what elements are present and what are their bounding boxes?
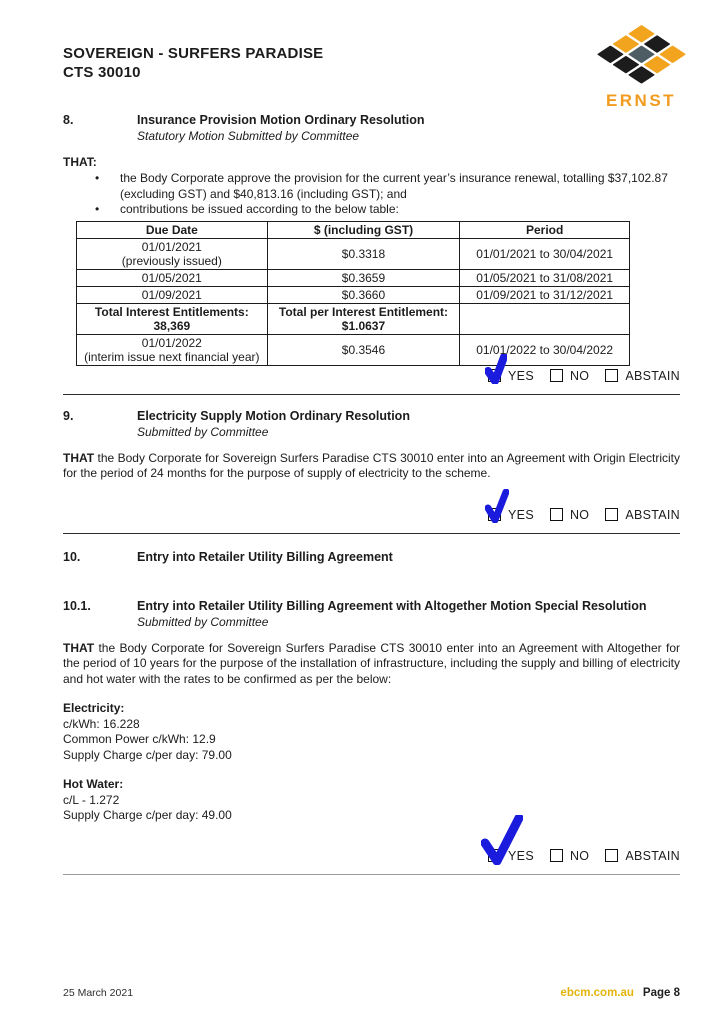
s9-abstain-checkbox[interactable] — [605, 508, 618, 521]
table-cell: 01/01/2021 (previously issued) — [77, 238, 268, 269]
hot-water-label: Hot Water: — [63, 777, 124, 791]
s8-no-checkbox[interactable] — [550, 369, 563, 382]
table-cell: $0.3660 — [267, 286, 460, 303]
section-10-title: Entry into Retailer Utility Billing Agreement — [137, 549, 393, 564]
s10-yes-checkbox[interactable] — [488, 849, 501, 862]
section-10-1-number: 10.1. — [63, 598, 91, 613]
s8-abstain-label: ABSTAIN — [625, 368, 680, 383]
section-divider — [63, 394, 680, 395]
page-header — [63, 0, 680, 110]
section-9-body-text: the Body Corporate for Sovereign Surfers Paradise CTS 30010 enter into an Agreement with Origin Electricity for the period of 24 months for the purpose of supply of electricity to the scheme. — [63, 450, 681, 480]
rate-line: c/kWh: 16.228 — [63, 716, 140, 731]
insurance-table-head-row — [77, 221, 630, 238]
electricity-rates — [63, 701, 680, 763]
vote-row-section-9 — [63, 508, 680, 522]
section-9-subtitle: Submitted by Committee — [137, 424, 269, 439]
s10-hotwater-lines — [63, 793, 680, 824]
that-word: THAT — [63, 450, 95, 465]
table-row — [77, 238, 630, 269]
section-10-1-subtitle: Submitted by Committee — [137, 614, 269, 629]
table-cell: 01/05/2021 — [77, 269, 268, 286]
table-row — [77, 334, 630, 365]
document-title-line1: SOVEREIGN - SURFERS PARADISE — [63, 45, 324, 62]
section-10-1 — [63, 598, 680, 875]
s8-bullet-list — [63, 171, 680, 218]
rate-line: Supply Charge c/per day: 49.00 — [63, 808, 232, 822]
table-cell: 01/01/2021 to 30/04/2021 — [460, 238, 630, 269]
s9-no-checkbox[interactable] — [550, 508, 563, 521]
table-cell: $0.3318 — [267, 238, 460, 269]
table-cell: 01/09/2021 — [77, 286, 268, 303]
s10-yes-label: YES — [508, 848, 534, 863]
s10-no-checkbox[interactable] — [550, 849, 563, 862]
ernst-logo-text: ERNST — [605, 91, 677, 110]
table-row — [77, 303, 630, 334]
s9-yes-checkmark-ink — [485, 489, 509, 523]
table-cell — [460, 303, 630, 334]
rate-line: Supply Charge c/per day: 79.00 — [63, 747, 232, 762]
section-8-that-label: THAT: — [63, 155, 97, 169]
insurance-table-body — [77, 238, 630, 365]
page-footer — [63, 987, 680, 999]
table-cell: 01/09/2021 to 31/12/2021 — [460, 286, 630, 303]
rate-line: c/L - 1.272 — [63, 792, 120, 807]
bullet-item: • the Body Corporate approve the provision for the current year’s insurance renewal, totalling $37,102.87 (excluding GST) and $40,813.16 (including GST); and — [95, 171, 668, 201]
table-row — [77, 269, 630, 286]
s9-yes-checkbox[interactable] — [488, 508, 501, 521]
vote-row-section-10-1 — [63, 849, 680, 863]
footer-page-number: Page 8 — [642, 987, 680, 999]
section-10-number: 10. — [63, 549, 81, 564]
table-cell: $0.3546 — [267, 334, 460, 365]
that-word: THAT — [63, 640, 95, 655]
vote-row-section-8 — [63, 369, 680, 383]
table-header-cell: Period — [460, 221, 630, 238]
ernst-logo-diamond-icon — [586, 36, 696, 73]
table-cell: Total Interest Entitlements: 38,369 — [77, 303, 268, 334]
section-8 — [63, 112, 680, 395]
s9-abstain-label: ABSTAIN — [625, 507, 680, 522]
electricity-label: Electricity: — [63, 701, 125, 715]
section-9-number: 9. — [63, 408, 74, 423]
section-9-paragraph — [63, 451, 680, 482]
section-10 — [63, 549, 680, 565]
s9-no-label: NO — [569, 507, 590, 522]
table-cell: Total per Interest Entitlement: $1.0637 — [267, 303, 460, 334]
table-cell: 01/05/2021 to 31/08/2021 — [460, 269, 630, 286]
s8-abstain-checkbox[interactable] — [605, 369, 618, 382]
section-10-1-title: Entry into Retailer Utility Billing Agreement with Altogether Motion Special Resolution — [137, 598, 647, 613]
document-title-line2: CTS 30010 — [63, 64, 141, 81]
section-divider-light — [63, 874, 680, 875]
section-8-subtitle: Statutory Motion Submitted by Committee — [137, 129, 360, 143]
s10-abstain-checkbox[interactable] — [605, 849, 618, 862]
footer-date: 25 March 2021 — [63, 987, 134, 999]
section-8-title: Insurance Provision Motion Ordinary Resolution — [137, 113, 425, 127]
section-9 — [63, 408, 680, 534]
s10-abstain-label: ABSTAIN — [625, 848, 680, 863]
table-cell: $0.3659 — [267, 269, 460, 286]
section-10-1-body-text: the Body Corporate for Sovereign Surfers Paradise CTS 30010 enter into an Agreement with Altogether for the period of 10 years for the purpose of the installation of infrastructure, including the supply and billing of electricity and hot water with the rates to be confirmed as per the below: — [63, 640, 680, 686]
table-header-cell: $ (including GST) — [267, 221, 460, 238]
hot-water-rates — [63, 777, 680, 824]
table-header-cell: Due Date — [77, 221, 268, 238]
bullet-item: • contributions be issued according to the below table: — [95, 202, 399, 216]
table-cell: 01/01/2022 (interim issue next financial year) — [77, 334, 268, 365]
s8-yes-label: YES — [508, 368, 534, 383]
s10-no-label: NO — [569, 848, 590, 863]
section-divider — [63, 533, 680, 534]
table-cell: 01/01/2022 to 30/04/2022 — [460, 334, 630, 365]
s8-yes-checkbox[interactable] — [488, 369, 501, 382]
section-8-number: 8. — [63, 113, 74, 127]
s9-yes-label: YES — [508, 507, 534, 522]
s10-electricity-lines — [63, 717, 680, 764]
rate-line: Common Power c/kWh: 12.9 — [63, 732, 216, 746]
ernst-logo — [586, 26, 696, 111]
s8-no-label: NO — [569, 368, 590, 383]
section-10-1-paragraph — [63, 641, 680, 688]
table-row — [77, 286, 630, 303]
footer-website-link[interactable]: ebcm.com.au — [560, 987, 634, 999]
insurance-table — [76, 221, 630, 366]
section-9-title: Electricity Supply Motion Ordinary Resolution — [137, 408, 410, 423]
